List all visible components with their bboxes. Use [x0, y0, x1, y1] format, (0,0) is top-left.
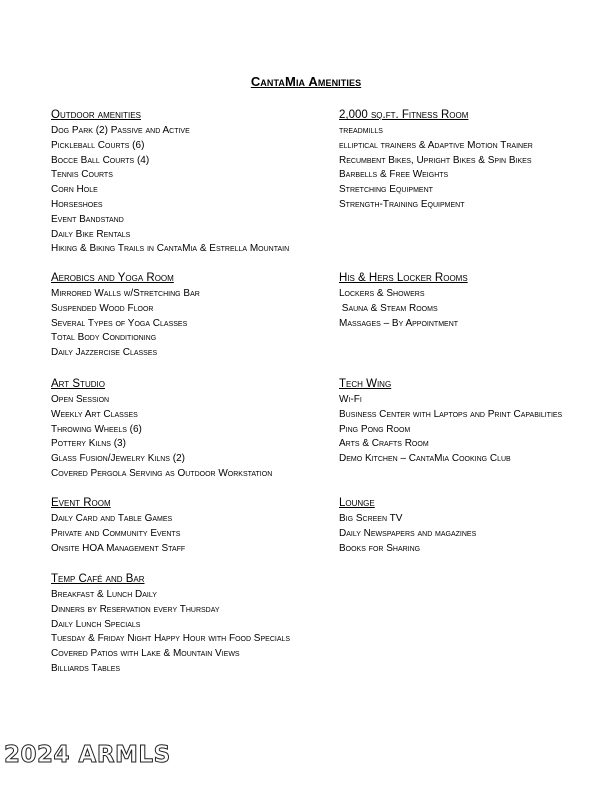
section-heading: His & Hers Locker Rooms [339, 272, 468, 284]
list-item: elliptical trainers & Adaptive Motion Trainer [339, 139, 533, 151]
section-heading: Event Room [51, 497, 111, 509]
list-item: Daily Bike Rentals [51, 228, 131, 240]
amenity-list [339, 393, 562, 467]
list-item: Sauna & Steam Rooms [339, 302, 438, 314]
list-item: Dog Park (2) Passive and Active [51, 125, 190, 136]
list-item: Recumbent Bikes, Upright Bikes & Spin Bikes [339, 154, 532, 166]
watermark: 2024 ARMLS [4, 742, 171, 768]
section-heading: Temp Café and Bar [51, 573, 145, 585]
section-heading: Art Studio [51, 378, 105, 390]
list-item: Weekly Art Classes [51, 408, 138, 420]
list-item: Bocce Ball Courts (4) [51, 154, 150, 166]
list-item: Business Center with Laptops and Print Capabilities [339, 408, 563, 420]
amenity-list [339, 512, 476, 556]
list-item: Lockers & Showers [339, 288, 425, 299]
amenity-list [51, 512, 185, 556]
amenity-list [51, 124, 289, 257]
list-item: Massages – By Appointment [339, 317, 459, 329]
section-locker-rooms [339, 270, 468, 331]
list-item: Daily Jazzercise Classes [51, 347, 158, 359]
list-item: Stretching Equipment [339, 184, 433, 196]
list-item: Horseshoes [51, 198, 103, 210]
list-item: Glass Fusion/Jewelry Kilns (2) [51, 453, 185, 465]
list-item: Arts & Crafts Room [339, 438, 429, 450]
list-item: Tennis Courts [51, 169, 113, 181]
section-heading: 2,000 sq.ft. Fitness Room [339, 109, 469, 121]
amenity-list [339, 287, 468, 331]
list-item: Total Body Conditioning [51, 332, 157, 344]
section-fitness-room [339, 107, 533, 213]
section-tech-wing [339, 376, 562, 467]
list-item: Corn Hole [51, 184, 98, 196]
list-item: Pottery Kilns (3) [51, 438, 126, 450]
list-item: Throwing Wheels (6) [51, 423, 142, 435]
section-event-room [51, 495, 185, 556]
section-heading: Lounge [339, 497, 375, 509]
list-item: Dinners by Reservation every Thursday [51, 603, 220, 615]
amenity-list [51, 588, 290, 677]
section-temp-cafe-bar [51, 571, 290, 677]
list-item: Open Session [51, 394, 110, 405]
list-item: Hiking & Biking Trails in CantaMia & Estrella Mountain [51, 243, 290, 255]
document-title: CantaMia Amenities [250, 74, 362, 89]
section-outdoor-amenities [51, 107, 289, 257]
list-item: Demo Kitchen – CantaMia Cooking Club [339, 453, 511, 465]
list-item: Covered Patios with Lake & Mountain Views [51, 648, 240, 660]
list-item: Suspended Wood Floor [51, 302, 154, 314]
section-aerobics-yoga-room [51, 270, 200, 361]
list-item: Pickleball Courts (6) [51, 139, 145, 151]
list-item: Billiards Tables [51, 662, 121, 674]
list-item: Big Screen TV [339, 513, 403, 524]
amenity-list [51, 287, 200, 361]
list-item: Daily Card and Table Games [51, 513, 173, 524]
list-item: Breakfast & Lunch Daily [51, 589, 157, 600]
list-item: Onsite HOA Management Staff [51, 542, 186, 554]
list-item: Covered Pergola Serving as Outdoor Workstation [51, 467, 273, 479]
list-item: treadmills [339, 125, 383, 136]
list-item: Event Bandstand [51, 213, 124, 225]
section-heading: Tech Wing [339, 378, 392, 390]
list-item: Barbells & Free Weights [339, 169, 449, 181]
amenity-list [51, 393, 272, 482]
list-item: Books for Sharing [339, 542, 421, 554]
list-item: Ping Pong Room [339, 423, 411, 435]
amenity-list [339, 124, 533, 213]
list-item: Tuesday & Friday Night Happy Hour with Food Specials [51, 633, 291, 645]
list-item: Mirrored Walls w/Stretching Bar [51, 288, 200, 299]
section-heading: Aerobics and Yoga Room [51, 272, 174, 284]
list-item: Private and Community Events [51, 527, 181, 539]
section-lounge [339, 495, 476, 556]
list-item: Daily Lunch Specials [51, 618, 141, 630]
list-item: Several Types of Yoga Classes [51, 317, 188, 329]
list-item: Daily Newspapers and magazines [339, 527, 477, 539]
list-item: Strength-Training Equipment [339, 198, 465, 210]
section-art-studio [51, 376, 272, 482]
section-heading: Outdoor amenities [51, 109, 141, 121]
list-item: Wi-Fi [339, 394, 362, 405]
